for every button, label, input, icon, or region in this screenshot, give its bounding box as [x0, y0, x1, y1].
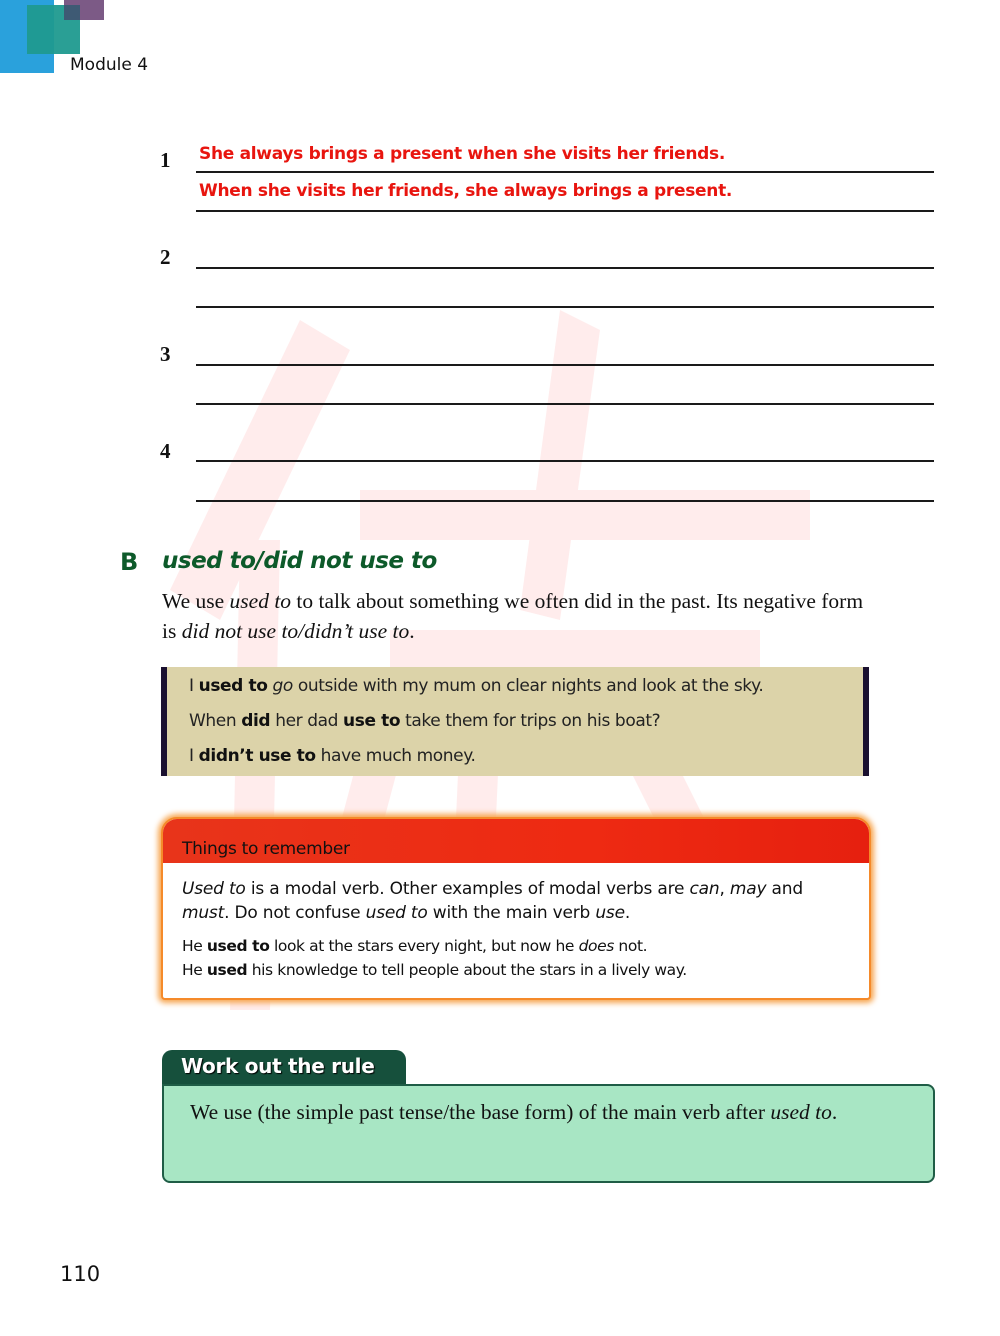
things-to-remember-box: [161, 817, 871, 1000]
things-to-remember-title: Things to remember: [182, 839, 350, 859]
exercise-number-3: 3: [160, 342, 171, 366]
text: look at the stars every night, but now he: [269, 937, 579, 955]
text-italic: does: [578, 937, 614, 955]
header-decoration-overlap-square: [64, 5, 80, 20]
text-italic: must: [182, 903, 225, 923]
answer-line-2b[interactable]: [196, 306, 934, 308]
sentence-text: I: [189, 676, 199, 696]
answer-1b[interactable]: When she visits her friends, she always brings a present.: [199, 181, 733, 201]
things-to-remember-text: [182, 877, 842, 925]
text: .: [624, 903, 631, 923]
answer-line-3a[interactable]: [196, 364, 934, 366]
work-out-the-rule-text: [190, 1098, 920, 1127]
intro-text: We use: [162, 589, 230, 613]
section-title: used to/did not use to: [162, 548, 437, 574]
example-sentences-box: [161, 667, 869, 776]
sentence-text: have much money.: [315, 746, 476, 766]
example-sentence-2: [189, 711, 660, 731]
text: ,: [719, 879, 730, 899]
text-bold: used: [206, 961, 248, 979]
rule-italic: used to: [770, 1100, 832, 1124]
answer-line-4b[interactable]: [196, 500, 934, 502]
text: his knowledge to tell people about the stars in a lively way.: [247, 961, 687, 979]
answer-line-2a[interactable]: [196, 267, 934, 269]
sentence-text: When: [189, 711, 242, 731]
text-italic: may: [729, 879, 767, 899]
text-italic: used to: [365, 903, 428, 923]
remember-example-2: [182, 961, 687, 979]
sentence-italic: go: [267, 676, 293, 696]
answer-1a[interactable]: She always brings a present when she visits her friends.: [199, 144, 725, 164]
answer-line-1a[interactable]: [196, 171, 934, 173]
text-italic: use: [595, 903, 625, 923]
text: with the main verb: [427, 903, 596, 923]
sentence-text: her dad: [270, 711, 344, 731]
text: He: [182, 937, 207, 955]
example-sentence-1: [189, 676, 763, 696]
intro-text: to talk about something we often did in the past. Its negative form is: [162, 589, 864, 643]
intro-emphasis: did not use to/didn’t use to: [181, 619, 410, 643]
sentence-bold: didn’t use to: [198, 746, 316, 766]
text-italic: Used to: [182, 879, 246, 899]
intro-emphasis: used to: [229, 589, 292, 613]
text: not.: [613, 937, 648, 955]
sentence-text: take them for trips on his boat?: [400, 711, 661, 731]
page-number: 110: [60, 1262, 101, 1286]
rule-text: We use (the simple past tense/the base form) of the main verb after: [190, 1100, 771, 1124]
exercise-number-2: 2: [160, 245, 171, 269]
intro-text: .: [409, 619, 415, 643]
text: He: [182, 961, 207, 979]
example-sentence-3: [189, 746, 476, 766]
sentence-bold: did: [241, 711, 271, 731]
text-bold: used to: [206, 937, 270, 955]
answer-line-4a[interactable]: [196, 460, 934, 462]
section-intro: [162, 586, 882, 646]
text: is a modal verb. Other examples of modal verbs are: [245, 879, 690, 899]
remember-example-1: [182, 937, 647, 955]
sentence-text: outside with my mum on clear nights and look at the sky.: [292, 676, 764, 696]
exercise-number-1: 1: [160, 148, 171, 172]
sentence-text: I: [189, 746, 199, 766]
sentence-bold: use to: [343, 711, 401, 731]
text: . Do not confuse: [224, 903, 366, 923]
text-italic: can: [689, 879, 720, 899]
exercise-number-4: 4: [160, 439, 171, 463]
answer-line-1b[interactable]: [196, 210, 934, 212]
text: and: [766, 879, 803, 899]
sentence-bold: used to: [198, 676, 268, 696]
answer-line-3b[interactable]: [196, 403, 934, 405]
module-label: Module 4: [70, 55, 149, 75]
section-letter: B: [120, 548, 139, 576]
work-out-the-rule-title: Work out the rule: [181, 1054, 375, 1078]
rule-text: .: [831, 1100, 838, 1124]
